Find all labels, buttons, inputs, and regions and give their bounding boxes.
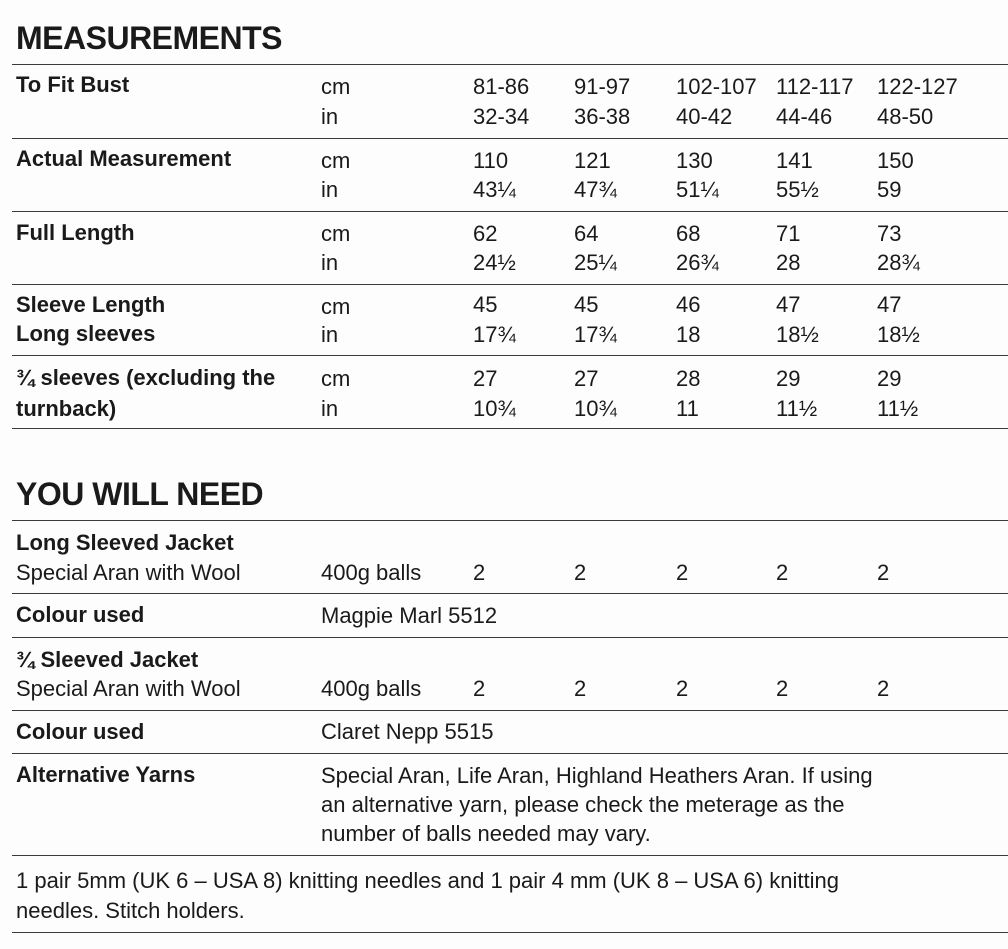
ball-count: 2 [473,676,486,701]
value-cell: 24½ [473,250,516,275]
row-label: Long sleeves [16,321,156,346]
divider [12,355,1008,356]
value-cell: 18½ [877,322,920,347]
value-cell: 81-86 [473,74,530,99]
value-cell: 141 [776,148,813,173]
value-cell: 121 [574,148,611,173]
unit-cm: cm [321,74,351,99]
divider [12,284,1008,285]
value-cell: 45 [574,292,599,317]
value-cell: 55½ [776,177,819,202]
value-cell: 28 [676,366,701,391]
alternative-text-line: an alternative yarn, please check the meterage as the [321,792,845,817]
colour-value: Magpie Marl 5512 [321,603,498,628]
unit-in: in [321,104,339,129]
ball-count: 2 [676,560,689,585]
ball-unit: 400g balls [321,560,422,585]
unit-in: in [321,396,339,421]
ball-unit: 400g balls [321,676,422,701]
value-cell: 45 [473,292,498,317]
value-cell: 47 [877,292,902,317]
value-cell: 51¼ [676,177,719,202]
unit-cm: cm [321,148,351,173]
row-label: turnback) [16,396,117,421]
value-cell: 10¾ [473,396,516,421]
divider [12,520,1008,521]
row-label: Full Length [16,220,135,245]
needles-text-line: 1 pair 5mm (UK 6 – USA 8) knitting needles and 1 pair 4 mm (UK 8 – USA 6) knitting [16,868,839,893]
ball-count: 2 [574,560,587,585]
value-cell: 46 [676,292,701,317]
value-cell: 40-42 [676,104,733,129]
value-cell: 27 [574,366,599,391]
divider [12,932,1008,933]
unit-cm: cm [321,366,351,391]
value-cell: 18½ [776,322,819,347]
divider [12,593,1008,594]
value-cell: 32-34 [473,104,530,129]
yarn-name: Special Aran with Wool [16,560,241,585]
row-label: To Fit Bust [16,72,130,97]
unit-cm: cm [321,221,351,246]
value-cell: 43¼ [473,177,516,202]
value-cell: 102-107 [676,74,757,99]
value-cell: 110 [473,148,509,173]
row-label: Actual Measurement [16,146,232,171]
value-cell: 29 [877,366,902,391]
divider [12,710,1008,711]
alternative-text-line: Special Aran, Life Aran, Highland Heathers Aran. If using [321,763,873,788]
colour-value: Claret Nepp 5515 [321,719,494,744]
alternative-text-line: number of balls needed may vary. [321,821,651,846]
colour-label: Colour used [16,719,145,744]
value-cell: 47 [776,292,801,317]
divider [12,855,1008,856]
section-heading: ¾ Sleeved Jacket [16,647,199,672]
ball-count: 2 [776,676,789,701]
unit-cm: cm [321,294,351,319]
section-heading: Long Sleeved Jacket [16,530,234,555]
value-cell: 130 [676,148,713,173]
you-will-need-heading: YOU WILL NEED [16,476,264,512]
value-cell: 122-127 [877,74,958,99]
value-cell: 62 [473,221,498,246]
value-cell: 17¾ [574,322,617,347]
alternative-label: Alternative Yarns [16,762,196,787]
unit-in: in [321,322,339,347]
row-label: ¾ sleeves (excluding the [16,365,276,390]
value-cell: 29 [776,366,801,391]
value-cell: 11½ [776,396,818,421]
ball-count: 2 [574,676,587,701]
value-cell: 17¾ [473,322,516,347]
unit-in: in [321,250,339,275]
divider [12,211,1008,212]
colour-label: Colour used [16,602,145,627]
divider [12,753,1008,754]
value-cell: 28 [776,250,801,275]
ball-count: 2 [877,560,890,585]
value-cell: 44-46 [776,104,833,129]
value-cell: 59 [877,177,902,202]
divider [12,138,1008,139]
value-cell: 47¾ [574,177,617,202]
value-cell: 91-97 [574,74,631,99]
value-cell: 11½ [877,396,919,421]
value-cell: 25¼ [574,250,617,275]
ball-count: 2 [676,676,689,701]
value-cell: 73 [877,221,902,246]
needles-text-line: needles. Stitch holders. [16,898,245,923]
value-cell: 71 [776,221,801,246]
yarn-name: Special Aran with Wool [16,676,241,701]
value-cell: 112-117 [776,74,854,99]
ball-count: 2 [776,560,789,585]
measurements-heading: MEASUREMENTS [16,20,283,56]
value-cell: 64 [574,221,599,246]
row-label: Sleeve Length [16,292,166,317]
divider [12,64,1008,65]
ball-count: 2 [877,676,890,701]
value-cell: 11 [676,396,699,421]
divider [12,428,1008,429]
value-cell: 36-38 [574,104,631,129]
value-cell: 28¾ [877,250,920,275]
value-cell: 18 [676,322,701,347]
value-cell: 26¾ [676,250,719,275]
unit-in: in [321,177,339,202]
value-cell: 48-50 [877,104,934,129]
value-cell: 68 [676,221,701,246]
value-cell: 10¾ [574,396,617,421]
value-cell: 150 [877,148,914,173]
value-cell: 27 [473,366,498,391]
ball-count: 2 [473,560,486,585]
divider [12,637,1008,638]
